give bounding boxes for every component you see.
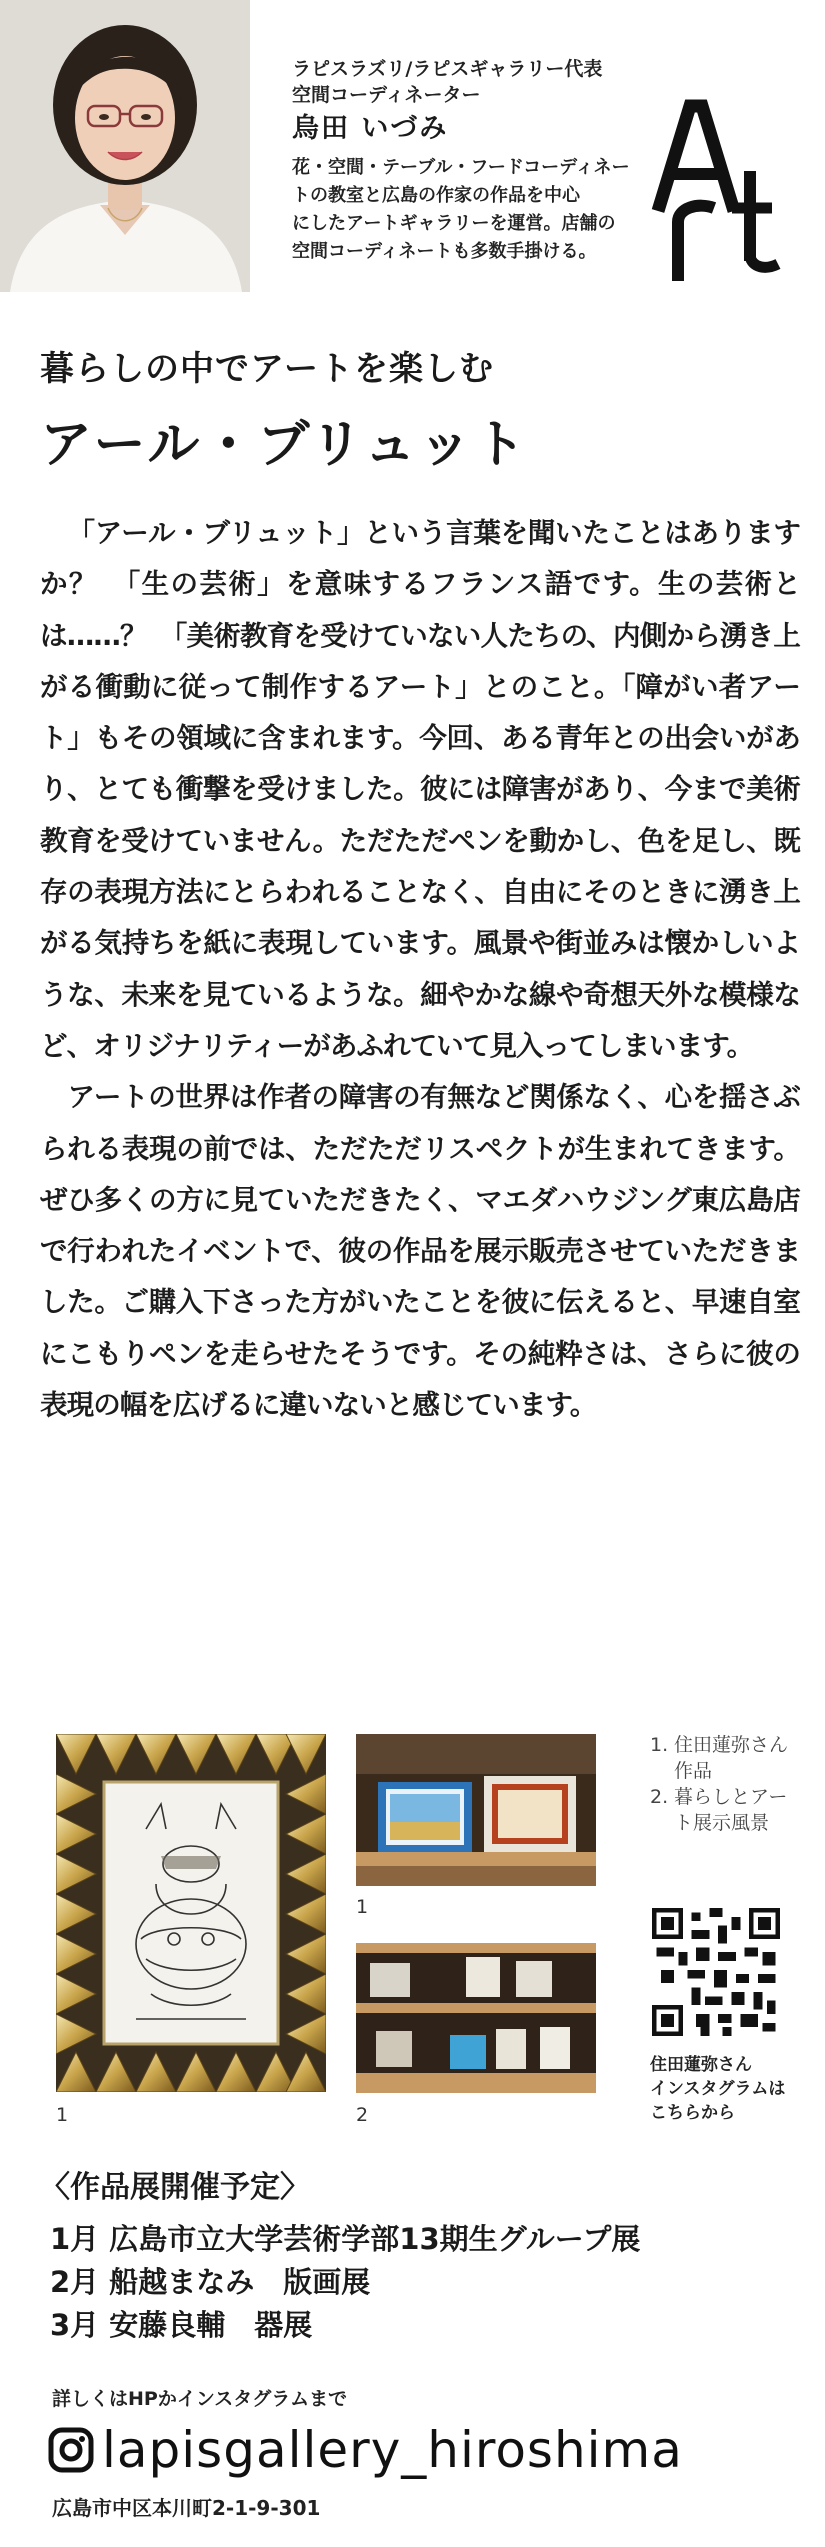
exhibition-month: 3月 [50,2308,100,2342]
exhibition-item [50,2261,640,2304]
caption-number: 2. [650,1786,669,1808]
author-portrait [0,0,250,292]
article-body [40,508,800,1431]
photo1-label: 1 [56,2104,69,2126]
photo2a-label: 1 [356,1896,369,1918]
exhibition-month: 2月 [50,2265,100,2299]
exhibition-title: 安藤良輔 器展 [109,2308,313,2342]
instagram-link[interactable] [48,2418,683,2482]
art-logo [640,96,800,286]
article-title: アール・ブリュット [40,415,529,475]
exhibition-title: 船越まなみ 版画展 [109,2265,371,2299]
caption-item [650,1732,800,1784]
qr-label-line: こちらから [650,2103,735,2123]
photo2b-label: 2 [356,2104,369,2126]
author-description-line: にしたアートギャラリーを運営。店舗の [292,213,616,234]
exhibition-list [50,2218,640,2347]
instagram-icon [48,2427,94,2473]
exhibit-photo-shelf-display [356,1943,596,2093]
exhibition-item [50,2218,640,2261]
author-description [292,154,662,266]
qr-label-line: インスタグラムは [650,2079,786,2099]
gallery-address: 広島市中区本川町2-1-9-301 [52,2496,321,2520]
author-name: 烏田 いづみ [292,113,449,144]
caption-number: 1. [650,1734,669,1756]
article-paragraph: アートの世界は作者の障害の有無など関係なく、心を揺さぶられる表現の前では、ただただリスペクトが生まれてきます。ぜひ多くの方に見ていただきたく、マエダハウジング東広島店で行われたイベントで、彼の作品を展示販売させていただきました。ご購入下さった方がいたことを彼に伝えると、早速自室にこもりペンを走らせたそうです。その純粋さは、さらに彼の表現の幅を広げるに違いないと感じています。 [40,1081,800,1422]
caption-text: 住田蓮弥さん作品 [674,1734,789,1782]
author-title: 空間コーディネーター [292,84,481,106]
exhibition-title: 広島市立大学芸術学部13期生グループ展 [109,2222,641,2256]
author-profile [292,56,662,266]
author-description-line: 空間コーディネートも多数手掛ける。 [292,241,597,262]
exhibition-item [50,2304,640,2347]
caption-item [650,1784,800,1836]
author-role: ラピスラズリ/ラピスギャラリー代表 [292,58,603,80]
caption-text: 暮らしとアート展示風景 [674,1786,788,1834]
artwork-photo [56,1734,326,2092]
more-info-text: 詳しくはHPかインスタグラムまで [52,2388,348,2410]
qr-code-label [650,2053,810,2125]
article-subtitle: 暮らしの中でアートを楽しむ [40,349,494,389]
exhibition-month: 1月 [50,2222,100,2256]
author-description-line: トの教室と広島の作家の作品を中心 [292,185,580,206]
qr-label-line: 住田蓮弥さん [650,2055,752,2075]
exhibit-photo-shelf-top [356,1734,596,1886]
instagram-qr-code[interactable] [652,1908,780,2036]
photo-captions [650,1732,800,1836]
exhibition-heading: 〈作品展開催予定〉 [40,2170,310,2205]
article-paragraph: 「アール・ブリュット」という言葉を聞いたことはありますか？ 「生の芸術」を意味するフランス語です。生の芸術とは……？ 「美術教育を受けていない人たちの、内側から湧き上がる衝動に従って制作するアート」とのこと。「障がい者アート」もその領域に含まれます。今回、ある青年との出会いがあり、とても衝撃を受けました。彼には障害があり、今まで美術教育を受けていません。ただただペンを動かし、色を足し、既存の表現方法にとらわれることなく、自由にそのときに湧き上がる気持ちを紙に表現しています。風景や街並みは懐かしいような、未来を見ているような。細やかな線や奇想天外な模様など、オリジナリティーがあふれていて見入ってしまいます。 [40,517,800,1062]
instagram-handle[interactable]: lapisgallery_hiroshima [102,2421,683,2479]
author-description-line: 花・空間・テーブル・フードコーディネー [292,157,630,178]
